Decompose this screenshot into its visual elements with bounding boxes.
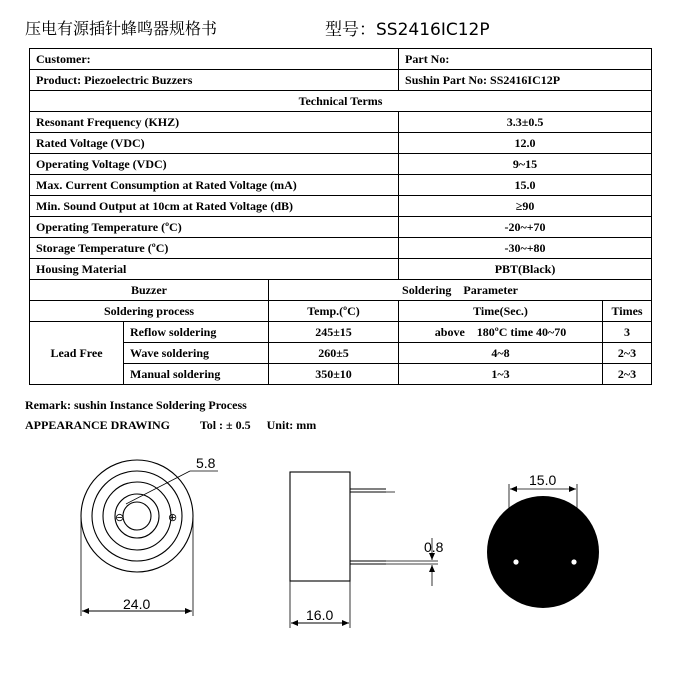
spec-value: 9~15 <box>399 154 652 175</box>
hole-dimension: 5.8 <box>196 455 216 471</box>
spec-row <box>30 196 652 217</box>
model-number <box>325 15 490 40</box>
spec-row <box>30 133 652 154</box>
spec-value: 15.0 <box>399 175 652 196</box>
product-cell: Product: Piezoelectric Buzzers <box>30 70 399 91</box>
spec-name: Min. Sound Output at 10cm at Rated Voltage (dB) <box>30 196 399 217</box>
soldering-times: 3 <box>603 322 652 343</box>
times-column-header: Times <box>603 301 652 322</box>
model-label: 型号： <box>325 20 376 40</box>
buzzer-heading: Buzzer <box>30 280 269 301</box>
unit-label: Unit: mm <box>266 418 317 432</box>
soldering-times: 2~3 <box>603 343 652 364</box>
soldering-method: Manual soldering <box>124 364 269 385</box>
height-dimension: 16.0 <box>306 607 334 623</box>
tolerance-label: Tol : ± 0.5 <box>199 418 251 432</box>
spec-name: Max. Current Consumption at Rated Voltage (mA) <box>30 175 399 196</box>
spec-value: 12.0 <box>399 133 652 154</box>
sushin-part-no-cell: Sushin Part No: SS2416IC12P <box>399 70 652 91</box>
soldering-row <box>30 322 652 343</box>
soldering-time: 4~8 <box>399 343 603 364</box>
spec-name: Housing Material <box>30 259 399 280</box>
document-title: 压电有源插针蜂鸣器规格书 <box>25 19 218 38</box>
diameter-dimension: 24.0 <box>123 596 151 612</box>
bottom-view-drawing <box>487 484 599 608</box>
polarity-minus-mark: ⊖ <box>115 512 125 524</box>
soldering-time: 1~3 <box>399 364 603 385</box>
bottom-dimension: 15.0 <box>529 472 557 488</box>
side-view-drawing <box>290 472 438 628</box>
spec-row <box>30 175 652 196</box>
soldering-temp: 350±10 <box>269 364 399 385</box>
technical-terms-heading: Technical Terms <box>30 91 652 112</box>
spec-table <box>29 48 652 385</box>
spec-value: 3.3±0.5 <box>399 112 652 133</box>
spec-row <box>30 238 652 259</box>
polarity-plus-mark: ⊕ <box>168 512 178 524</box>
spec-value: -30~+80 <box>399 238 652 259</box>
spec-value: ≥90 <box>399 196 652 217</box>
spec-name: Rated Voltage (VDC) <box>30 133 399 154</box>
appearance-drawing <box>0 440 681 684</box>
pin-dimension: 0.8 <box>424 539 444 555</box>
soldering-method: Wave soldering <box>124 343 269 364</box>
spec-name: Operating Voltage (VDC) <box>30 154 399 175</box>
soldering-times: 2~3 <box>603 364 652 385</box>
spec-value: PBT(Black) <box>399 259 652 280</box>
time-column-header: Time(Sec.) <box>399 301 603 322</box>
model-value: SS2416IC12P <box>376 20 490 40</box>
top-view-drawing <box>81 460 218 616</box>
lead-free-cell: Lead Free <box>30 322 124 385</box>
spec-row <box>30 259 652 280</box>
appearance-label: APPEARANCE DRAWING <box>25 418 171 432</box>
soldering-row <box>30 343 652 364</box>
soldering-row <box>30 364 652 385</box>
remark-text: Remark: sushin Instance Soldering Process <box>25 398 247 412</box>
spec-name: Resonant Frequency (KHZ) <box>30 112 399 133</box>
soldering-time: above 180ºC time 40~70 <box>399 322 603 343</box>
soldering-temp: 245±15 <box>269 322 399 343</box>
spec-name: Operating Temperature (ºC) <box>30 217 399 238</box>
customer-cell: Customer: <box>30 49 399 70</box>
soldering-method: Reflow soldering <box>124 322 269 343</box>
soldering-parameter-heading: Soldering Parameter <box>269 280 652 301</box>
soldering-process-heading: Soldering process <box>30 301 269 322</box>
appearance-heading <box>25 418 316 433</box>
spec-value: -20~+70 <box>399 217 652 238</box>
part-no-cell: Part No: <box>399 49 652 70</box>
spec-row <box>30 154 652 175</box>
soldering-temp: 260±5 <box>269 343 399 364</box>
spec-name: Storage Temperature (ºC) <box>30 238 399 259</box>
temp-column-header: Temp.(ºC) <box>269 301 399 322</box>
spec-row <box>30 217 652 238</box>
spec-row <box>30 112 652 133</box>
